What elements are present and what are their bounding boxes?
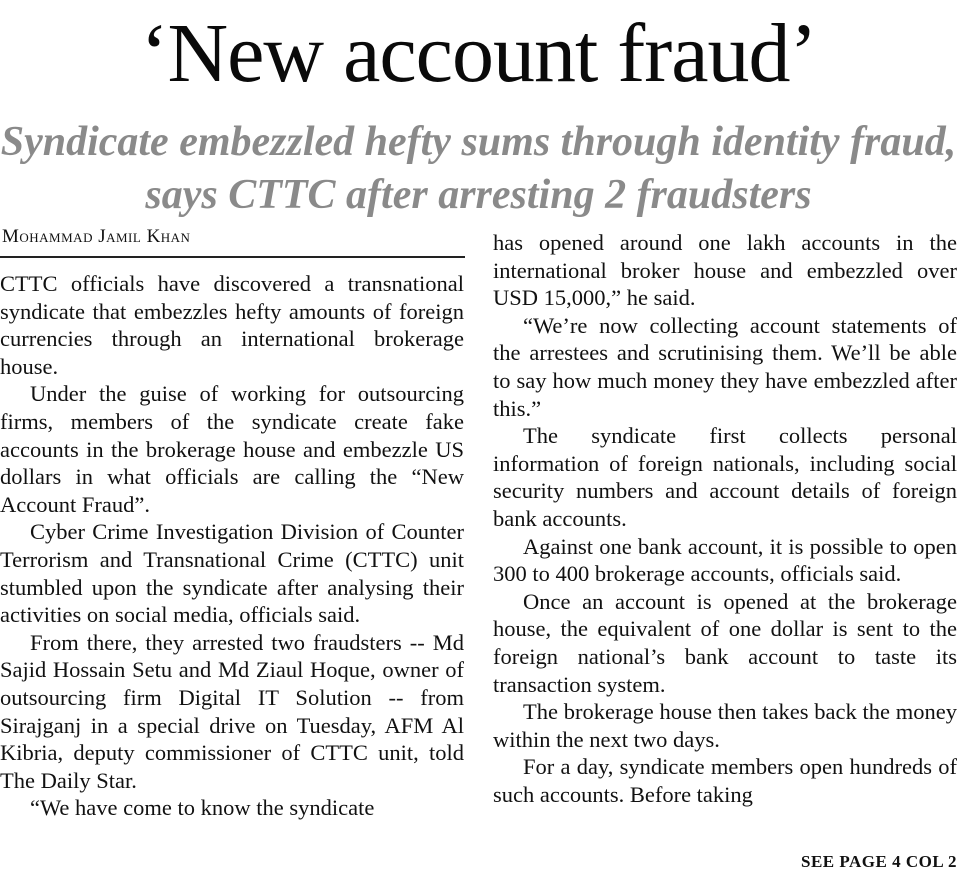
body-column-1: [0, 270, 464, 881]
paragraph: Under the guise of working for outsourcing firms, members of the syndicate create fake accounts in the brokerage house and embezzle US dollars in what officials are calling the “New Account Fraud”.: [0, 381, 464, 517]
paragraph: From there, they arrested two fraudsters -- Md Sajid Hossain Setu and Md Ziaul Hoque, owner of outsourcing firm Digital IT Solution -- from Sirajganj in a special drive on Tuesday, AFM Al Kibria, deputy commissioner of CTTC unit, told The Daily Star.: [0, 629, 464, 793]
byline: Mohammad Jamil Khan: [2, 226, 191, 247]
body-column-2: [493, 229, 957, 841]
paragraph: has opened around one lakh accounts in the international broker house and embezzled over USD 15,000,” he said.: [493, 230, 957, 311]
continuation-jump-line: SEE PAGE 4 COL 2: [801, 852, 957, 871]
paragraph: Against one bank account, it is possible to open 300 to 400 brokerage accounts, officials said.: [493, 533, 957, 587]
paragraph: The brokerage house then takes back the money within the next two days.: [493, 699, 957, 752]
headline: ‘New account fraud’: [140, 7, 817, 100]
paragraph: For a day, syndicate members open hundreds of such accounts. Before taking: [493, 754, 957, 807]
paragraph: CTTC officials have discovered a transnational syndicate that embezzles hefty amounts of foreign currencies through an international brokerage house.: [0, 271, 464, 379]
paragraph: Once an account is opened at the brokerage house, the equivalent of one dollar is sent to the foreign national’s bank account to taste its transaction system.: [493, 588, 957, 697]
paragraph: “We’re now collecting account statements of the arrestees and scrutinising them. We’ll be able to say how much money they have embezzled after this.”: [493, 312, 957, 421]
subheadline: Syndicate embezzled hefty sums through identity fraud, says CTTC after arresting 2 fraudsters: [0, 119, 957, 218]
paragraph: The syndicate first collects personal information of foreign nationals, including social security numbers and account details of foreign bank accounts.: [493, 423, 957, 531]
byline-rule: [0, 256, 465, 258]
paragraph: “We have come to know the syndicate: [30, 795, 375, 821]
paragraph: Cyber Crime Investigation Division of Counter Terrorism and Transnational Crime (CTTC) unit stumbled upon the syndicate after analysing their activities on social media, officials said.: [0, 519, 464, 628]
